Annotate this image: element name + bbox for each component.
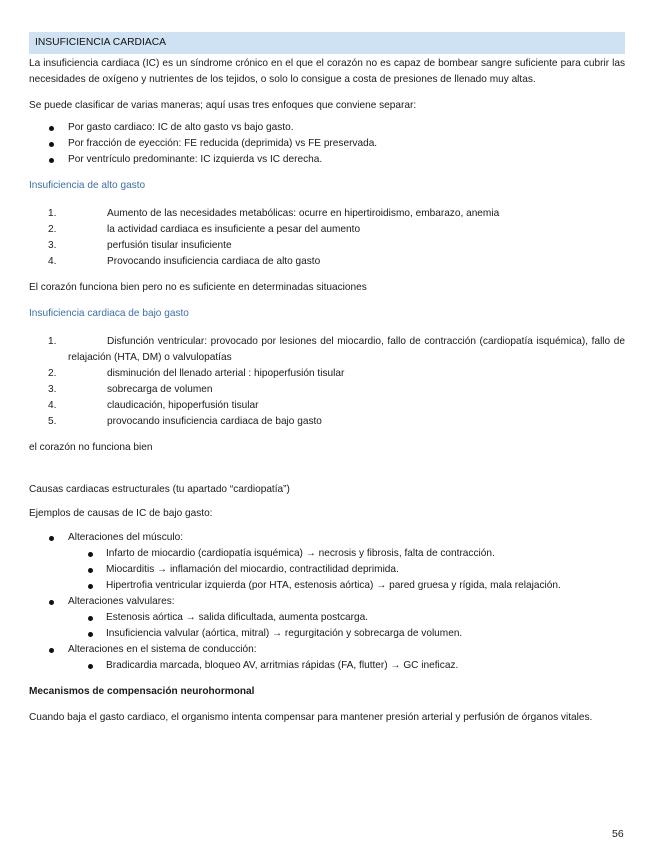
list-item: Infarto de miocardio (cardiopatía isquémica) → necrosis y fibrosis, falta de contracción. xyxy=(29,546,625,562)
classify-intro: Se puede clasificar de varias maneras; aquí usas tres enfoques que conviene separar: xyxy=(29,100,417,111)
list-item: 3. perfusión tisular insuficiente xyxy=(48,240,232,251)
list-item: Insuficiencia valvular (aórtica, mitral) → regurgitación y sobrecarga de volumen. xyxy=(29,626,625,642)
cause-group: Alteraciones valvulares: xyxy=(29,594,625,610)
list-item: 4. Provocando insuficiencia cardiaca de alto gasto xyxy=(48,256,321,267)
list-item: 2. la actividad cardiaca es insuficiente a pesar del aumento xyxy=(48,224,361,235)
cause-group: Alteraciones en el sistema de conducción: xyxy=(29,642,625,658)
alto-gasto-list xyxy=(29,206,625,270)
alto-gasto-note: El corazón funciona bien pero no es suficiente en determinadas situaciones xyxy=(29,282,367,293)
ejemplos-intro: Ejemplos de causas de IC de bajo gasto: xyxy=(29,508,213,519)
cause-group: Alteraciones del músculo: xyxy=(29,530,625,546)
list-item: 4. claudicación, hipoperfusión tisular xyxy=(48,400,259,411)
list-item: 5. provocando insuficiencia cardiaca de bajo gasto xyxy=(48,416,322,427)
list-item: Por ventrículo predominante: IC izquierda vs IC derecha. xyxy=(29,152,625,168)
list-item: Estenosis aórtica → salida dificultada, aumenta postcarga. xyxy=(29,610,625,626)
intro-paragraph: La insuficiencia cardiaca (IC) es un síndrome crónico en el que el corazón no es capaz de bombear sangre suficiente para cubrir las necesidades de oxígeno y nutrientes de los tejidos, o solo lo consigue a costa de presiones de llenado muy altas. xyxy=(29,58,625,85)
causes-list xyxy=(29,530,625,674)
list-item: 3. sobrecarga de volumen xyxy=(48,384,213,395)
list-item: 2. disminución del llenado arterial : hipoperfusión tisular xyxy=(48,368,345,379)
page-number: 56 xyxy=(612,828,624,840)
list-item: Bradicardia marcada, bloqueo AV, arritmias rápidas (FA, flutter) → GC ineficaz. xyxy=(29,658,625,674)
document-page xyxy=(29,32,625,726)
list-item: Por fracción de eyección: FE reducida (deprimida) vs FE preservada. xyxy=(29,136,625,152)
bajo-gasto-note: el corazón no funciona bien xyxy=(29,442,153,453)
mecanismos-heading: Mecanismos de compensación neurohormonal xyxy=(29,686,255,697)
mecanismos-paragraph: Cuando baja el gasto cardiaco, el organismo intenta compensar para mantener presión arterial y perfusión de órganos vitales. xyxy=(29,712,593,723)
bajo-gasto-list xyxy=(29,334,625,430)
list-item: Hipertrofia ventricular izquierda (por HTA, estenosis aórtica) → pared gruesa y rígida, mala relajación. xyxy=(29,578,625,594)
list-item: 1. Aumento de las necesidades metabólicas: ocurre en hipertiroidismo, embarazo, anemia xyxy=(48,208,500,219)
list-item: Miocarditis → inflamación del miocardio, contractilidad deprimida. xyxy=(29,562,625,578)
subheading-bajo-gasto: Insuficiencia cardiaca de bajo gasto xyxy=(29,308,189,319)
classify-list xyxy=(29,120,625,168)
banner-title: INSUFICIENCIA CARDIACA xyxy=(35,37,167,48)
causas-heading: Causas cardiacas estructurales (tu apartado “cardiopatía”) xyxy=(29,484,290,495)
section-banner xyxy=(29,32,625,54)
subheading-alto-gasto: Insuficiencia de alto gasto xyxy=(29,180,146,191)
list-item: 1. Disfunción ventricular: provocado por lesiones del miocardio, fallo de contracción (cardiopatía isquémica), fallo de relajación (HTA, DM) o valvulopatías xyxy=(48,336,625,363)
list-item: Por gasto cardiaco: IC de alto gasto vs bajo gasto. xyxy=(29,120,625,136)
